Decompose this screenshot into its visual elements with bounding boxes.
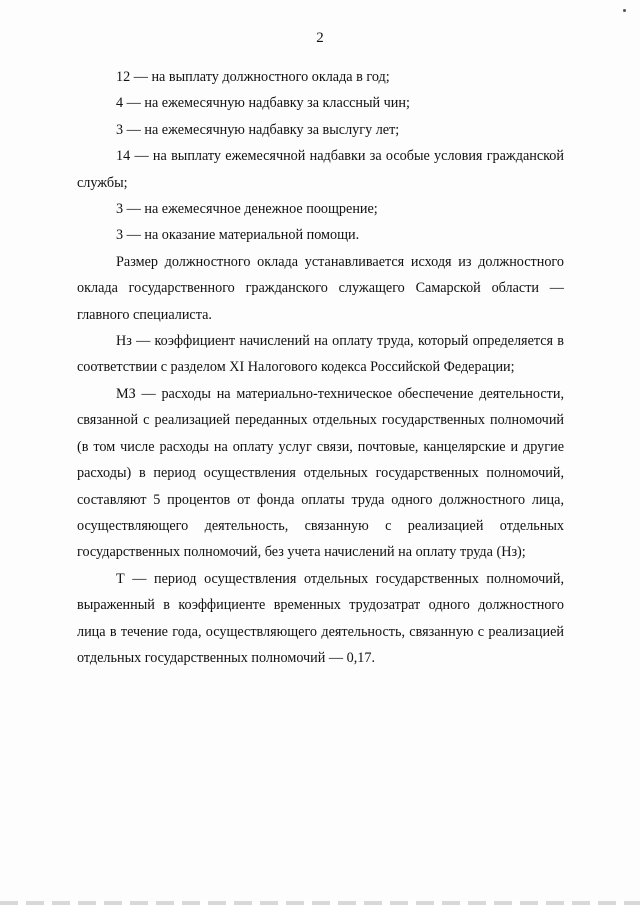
paragraph-material-aid: 3 — на оказание материальной помощи. (116, 227, 360, 244)
paragraph-salary-basis: Размер должностного оклада устанавливается исходя из должностного оклада государственного гражданского служащего Самарской области — главного специалиста. (77, 253, 564, 323)
paragraph-seniority-bonus: 3 — на ежемесячную надбавку за выслугу лет; (116, 121, 400, 138)
paragraph-monetary-incentive: 3 — на ежемесячное денежное поощрение; (116, 201, 378, 218)
paragraph-class-rank-bonus: 4 — на ежемесячную надбавку за классный чин; (116, 95, 410, 112)
scan-speck (623, 9, 626, 12)
document-body (77, 64, 564, 671)
paragraph-t-definition: Т — период осуществления отдельных государственных полномочий, выраженный в коэффициенте временных трудозатрат одного должностного лица в течение года, осуществляющего деятельность, связанную с реализацией отдельных государственных полномочий — 0,17. (77, 570, 564, 666)
paragraph-mz-definition: МЗ — расходы на материально-техническое обеспечение деятельности, связанной с реализацией переданных отдельных государственных полномочий (в том числе расходы на оплату услуг связи, почтовые, канцелярские и другие расходы) в период осуществления отдельных государственных полномочий, составляют 5 процентов от фонда оплаты труда одного должностного лица, осуществляющего деятельность, связанную с реализацией отдельных государственных полномочий, без учета начислений на оплату труда (Нз); (77, 385, 564, 561)
paragraph-nz-definition: Нз — коэффициент начислений на оплату труда, который определяется в соответствии с разделом XI Налогового кодекса Российской Федерации; (77, 333, 564, 376)
scan-bottom-edge (0, 901, 640, 905)
page-number: 2 (316, 30, 324, 46)
paragraph-special-conditions-bonus: 14 — на выплату ежемесячной надбавки за особые условия гражданской службы; (77, 148, 564, 191)
paragraph-salary-months: 12 — на выплату должностного оклада в год; (116, 69, 390, 85)
